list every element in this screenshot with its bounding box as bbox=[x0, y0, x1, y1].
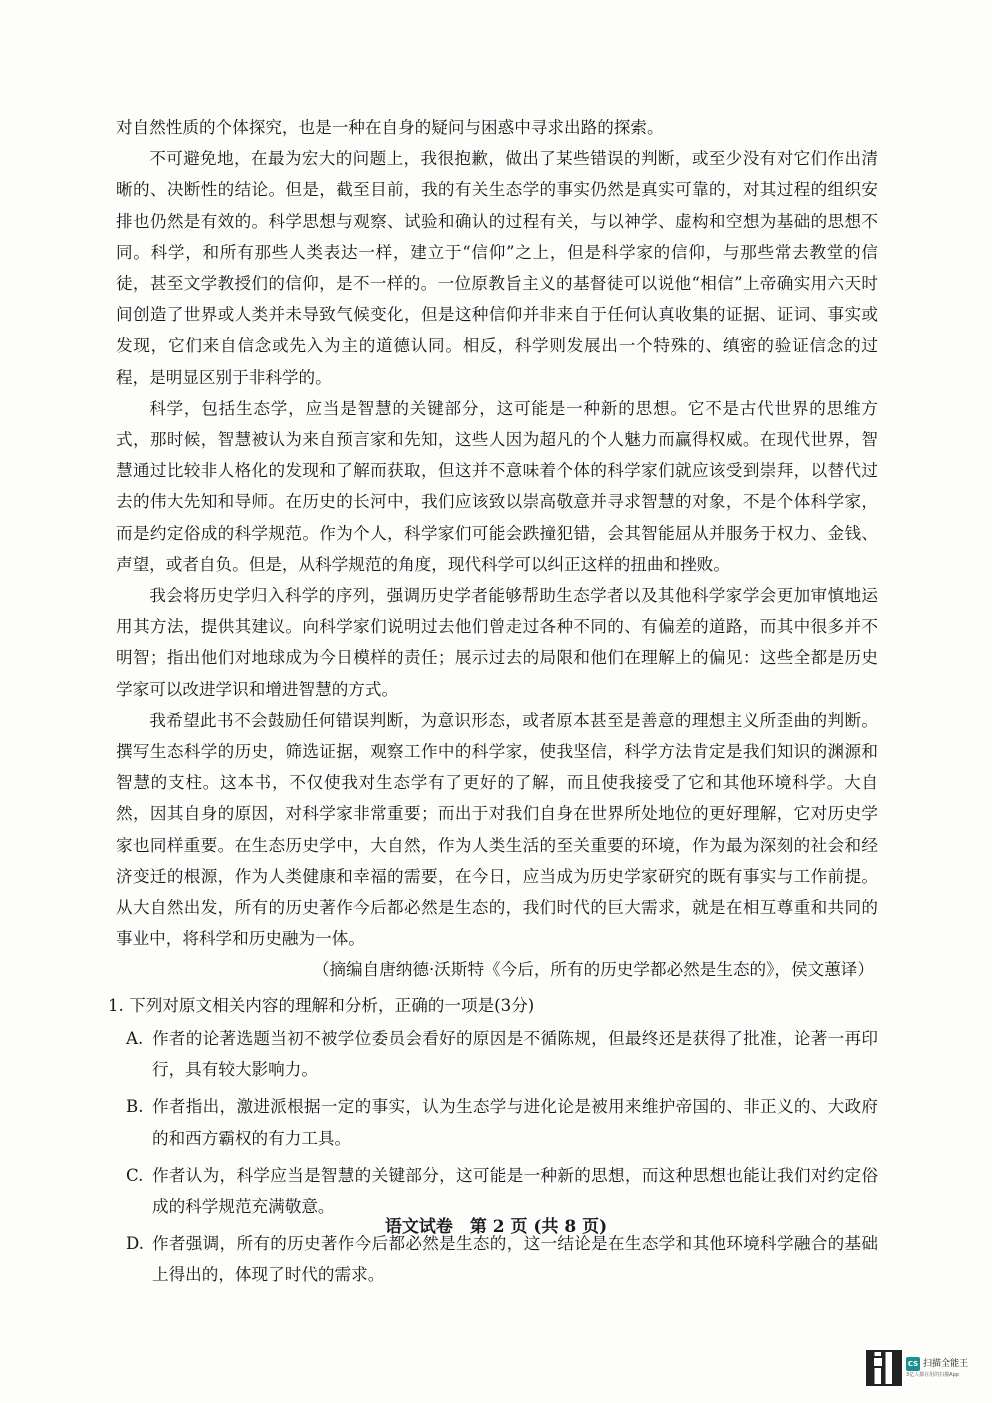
source-citation: （摘编自唐纳德·沃斯特《今后，所有的历史学都必然是生态的》，侯文蕙译） bbox=[312, 960, 874, 980]
option-b bbox=[126, 1091, 878, 1153]
option-letter: B. bbox=[126, 1097, 144, 1117]
paragraph-2: 不可避免地，在最为宏大的问题上，我很抱歉，做出了某些错误的判断，或至少没有对它们作出清晰的、决断性的结论。但是，截至目前，我的有关生态学的事实仍然是真实可靠的，对其过程的组织安排也仍然是有效的。科学思想与观察、试验和确认的过程有关，与以神学、虚构和空想为基础的思想不同。科学，和所有那些人类表达一样，建立于“信仰”之上，但是科学家的信仰，与那些常去教堂的信徒，甚至文学教授们的信仰，是不一样的。一位原教旨主义的基督徒可以说他“相信”上帝确实用六天时间创造了世界或人类并未导致气候变化，但是这种信仰并非来自于任何认真收集的证据、证词、事实或发现，它们来自信念或先入为主的道德认同。相反，科学则发展出一个特殊的、缜密的验证信念的过程，是明显区别于非科学的。 bbox=[116, 149, 878, 387]
qr-code-icon bbox=[866, 1350, 902, 1386]
watermark-text bbox=[906, 1357, 968, 1379]
scanner-watermark bbox=[866, 1349, 986, 1387]
paragraph-1: 对自然性质的个体探究，也是一种在自身的疑问与困惑中寻求出路的探索。 bbox=[116, 118, 664, 137]
watermark-subtitle: 3亿人都在用的扫描App bbox=[906, 1372, 959, 1378]
option-text: 作者的论著选题当初不被学位委员会看好的原因是不循陈规，但最终还是获得了批准，论著一再印行，具有较大影响力。 bbox=[152, 1028, 878, 1080]
option-letter: A. bbox=[126, 1028, 144, 1048]
option-a bbox=[126, 1023, 878, 1085]
page-footer: 语文试卷 第 2 页 (共 8 页) bbox=[384, 1217, 608, 1237]
question-stem: 1. 下列对原文相关内容的理解和分析，正确的一项是(3分) bbox=[108, 995, 535, 1015]
paragraph-5: 我希望此书不会鼓励任何错误判断，为意识形态，或者原本甚至是善意的理想主义所歪曲的判断。撰写生态科学的历史，筛选证据，观察工作中的科学家，使我坚信，科学方法肯定是我们知识的渊源和智慧的支柱。这本书，不仅使我对生态学有了更好的了解，而且使我接受了它和其他环境科学。大自然，因其自身的原因，对科学家非常重要；而出于对我们自身在世界所处地位的更好理解，它对历史学家也同样重要。在生态历史学中，大自然，作为人类生活的至关重要的环境，作为最为深刻的社会和经济变迁的根源，作为人类健康和幸福的需要，在今日，应当成为历史学家研究的既有事实与工作前提。从大自然出发，所有的历史著作今后都必然是生态的，我们时代的巨大需求，就是在相互尊重和共同的事业中，将科学和历史融为一体。 bbox=[116, 710, 878, 949]
option-text: 作者指出，激进派根据一定的事实，认为生态学与进化论是被用来维护帝国的、非正义的、大政府的和西方霸权的有力工具。 bbox=[152, 1097, 878, 1148]
option-text: 作者认为，科学应当是智慧的关键部分，这可能是一种新的思想，而这种思想也能让我们对约定俗成的科学规范充满敬意。 bbox=[152, 1165, 878, 1216]
cs-logo-icon: CS bbox=[906, 1357, 920, 1371]
answer-options bbox=[116, 1023, 878, 1291]
watermark-title-row bbox=[906, 1357, 968, 1371]
watermark-title: 扫描全能王 bbox=[923, 1359, 969, 1369]
option-letter: C. bbox=[126, 1165, 144, 1185]
page-content bbox=[108, 112, 878, 1297]
paragraph-3: 科学，包括生态学，应当是智慧的关键部分，这可能是一种新的思想。它不是古代世界的思维方式，那时候，智慧被认为来自预言家和先知，这些人因为超凡的个人魅力而赢得权威。在现代世界，智慧通过比较非人格化的发现和了解而获取，但这并不意味着个体的科学家们就应该受到崇拜，以替代过去的伟大先知和导师。在历史的长河中，我们应该致以崇高敬意并寻求智慧的对象，不是个体科学家，而是约定俗成的科学规范。作为个人，科学家们可能会跌撞犯错，会其智能屈从并服务于权力、金钱、声望，或者自负。但是，从科学规范的角度，现代科学可以纠正这样的扭曲和挫败。 bbox=[116, 398, 878, 574]
option-letter: D. bbox=[126, 1234, 144, 1254]
option-text: 作者强调，所有的历史著作今后都必然是生态的，这一结论是在生态学和其他环境科学融合的基础上得出的，体现了时代的需求。 bbox=[152, 1234, 878, 1285]
paragraph-4: 我会将历史学归入科学的序列，强调历史学者能够帮助生态学者以及其他科学家学会更加审慎地运用其方法，提供其建议。向科学家们说明过去他们曾走过各种不同的、有偏差的道路，而其中很多并不明智；指出他们对地球成为今日模样的责任；展示过去的局限和他们在理解上的偏见：这些全都是历史学家可以改进学识和增进智慧的方式。 bbox=[116, 586, 878, 699]
option-d bbox=[126, 1228, 878, 1290]
